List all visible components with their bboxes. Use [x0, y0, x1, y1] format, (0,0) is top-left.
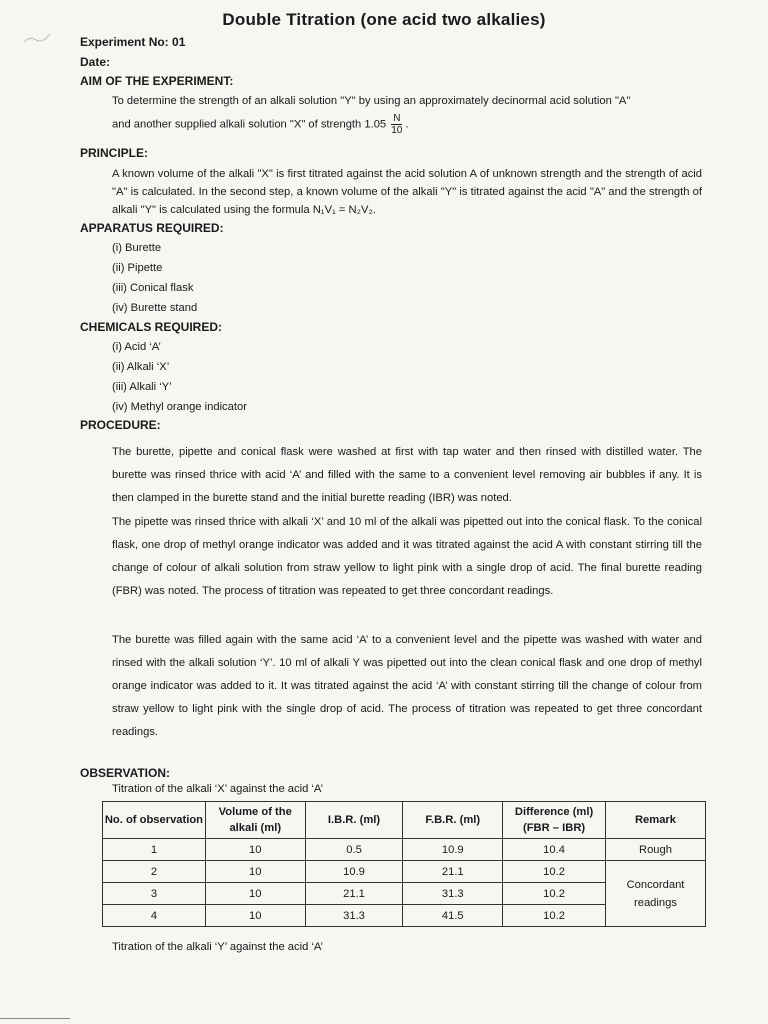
procedure-heading: PROCEDURE: — [80, 418, 161, 432]
table-cell: 10 — [205, 905, 305, 927]
table-cell: 41.5 — [403, 905, 503, 927]
fraction-denominator: 10 — [391, 125, 403, 136]
table-row — [103, 839, 706, 861]
strength-fraction — [391, 113, 402, 136]
table-cell: 0.5 — [305, 839, 403, 861]
apparatus-heading: APPARATUS REQUIRED: — [80, 221, 224, 235]
table-header-row — [103, 802, 706, 839]
observation-table — [102, 801, 706, 927]
aim-line-2-end: . — [405, 118, 409, 131]
table-caption-y: Titration of the alkali ‘Y’ against the acid ‘A’ — [112, 941, 324, 953]
table-cell: 10.2 — [503, 883, 606, 905]
col-header-observation: No. of observation — [103, 802, 206, 839]
list-item: (iii) Alkali ‘Y’ — [112, 381, 172, 393]
table-cell: 4 — [103, 905, 206, 927]
chemicals-heading: CHEMICALS REQUIRED: — [80, 320, 223, 334]
procedure-paragraph-3: The burette was filled again with the same acid ‘A’ to a convenient level and the pipette was washed with water and rinsed with the alkali solution ‘Y’. 10 ml of alkali Y was pipetted out into the clean conical flask and one drop of methyl orange indicator was added to it. It was titrated against the acid ‘A’ with constant stirring till the change of colour from straw yellow to light pink with the single drop of acid. The process of titration was repeated to get three concordant readings. — [112, 634, 702, 738]
pen-mark — [22, 28, 52, 48]
aim-line-2 — [112, 113, 409, 136]
apparatus-list — [112, 238, 197, 318]
procedure-paragraph-2: The pipette was rinsed thrice with alkali ‘X’ and 10 ml of the alkali was pipetted out into the conical flask. To the conical flask, one drop of methyl orange indicator was added and it was titrated against the acid A with constant stirring till the change of colour of alkali solution from straw yellow to light pink with a single drop of acid. The final burette reading (FBR) was noted. The process of titration was repeated to get three concordant readings. — [112, 516, 702, 597]
fraction-numerator: N — [393, 113, 401, 124]
table-cell: 1 — [103, 839, 206, 861]
aim-heading: AIM OF THE EXPERIMENT: — [80, 74, 234, 88]
list-item: (ii) Alkali ‘X’ — [112, 361, 170, 373]
table-cell: 10.2 — [503, 905, 606, 927]
chemicals-list — [112, 337, 247, 417]
document-title: Double Titration (one acid two alkalies) — [222, 10, 546, 29]
table-cell: 10.9 — [305, 861, 403, 883]
list-item: (iv) Methyl orange indicator — [112, 401, 247, 413]
list-item: (i) Acid ‘A’ — [112, 341, 161, 353]
list-item: (iv) Burette stand — [112, 302, 198, 314]
list-item: (iii) Conical flask — [112, 282, 194, 294]
table-cell: 31.3 — [403, 883, 503, 905]
table-cell: 21.1 — [403, 861, 503, 883]
col-header-ibr: I.B.R. (ml) — [305, 802, 403, 839]
aim-line-1: To determine the strength of an alkali solution "Y" by using an approximately decinormal acid solution "A" — [112, 95, 631, 107]
page-edge-line — [0, 1018, 70, 1019]
col-header-volume: Volume of the alkali (ml) — [205, 802, 305, 839]
date-label: Date: — [80, 55, 111, 69]
table-row — [103, 861, 706, 883]
table-cell: 31.3 — [305, 905, 403, 927]
col-header-difference: Difference (ml) (FBR – IBR) — [503, 802, 606, 839]
observation-heading: OBSERVATION: — [80, 766, 171, 780]
table-cell: 3 — [103, 883, 206, 905]
table-cell: 21.1 — [305, 883, 403, 905]
col-header-remark: Remark — [605, 802, 705, 839]
table-cell: 10 — [205, 839, 305, 861]
remark-concordant: Concordant readings — [605, 861, 705, 927]
table-caption-x: Titration of the alkali ‘X’ against the acid ‘A’ — [112, 783, 324, 795]
principle-heading: PRINCIPLE: — [80, 146, 149, 160]
col-header-fbr: F.B.R. (ml) — [403, 802, 503, 839]
remark-rough: Rough — [605, 839, 705, 861]
table-cell: 10 — [205, 861, 305, 883]
table-cell: 10.2 — [503, 861, 606, 883]
table-cell: 2 — [103, 861, 206, 883]
list-item: (i) Burette — [112, 242, 162, 254]
table-cell: 10 — [205, 883, 305, 905]
table-cell: 10.9 — [403, 839, 503, 861]
experiment-number: Experiment No: 01 — [80, 35, 186, 49]
principle-text: A known volume of the alkali "X" is first titrated against the acid solution A of unknown strength and the strength of acid "A" is calculated. In the second step, a known volume of the alkali "Y" is titrated against the acid "A" and the strength of alkali "Y" is calculated using the formula N₁V₁ = N₂V₂. — [112, 168, 702, 216]
list-item: (ii) Pipette — [112, 262, 163, 274]
procedure-paragraph-1: The burette, pipette and conical flask were washed at first with tap water and then rinsed with distilled water. The burette was rinsed thrice with acid ‘A’ and filled with the same to a convenient level removing air bubbles if any. It is then clamped in the burette stand and the initial burette reading (IBR) was noted. — [112, 446, 702, 504]
aim-line-2-text: and another supplied alkali solution "X" of strength 1.05 — [112, 118, 387, 131]
table-cell: 10.4 — [503, 839, 606, 861]
